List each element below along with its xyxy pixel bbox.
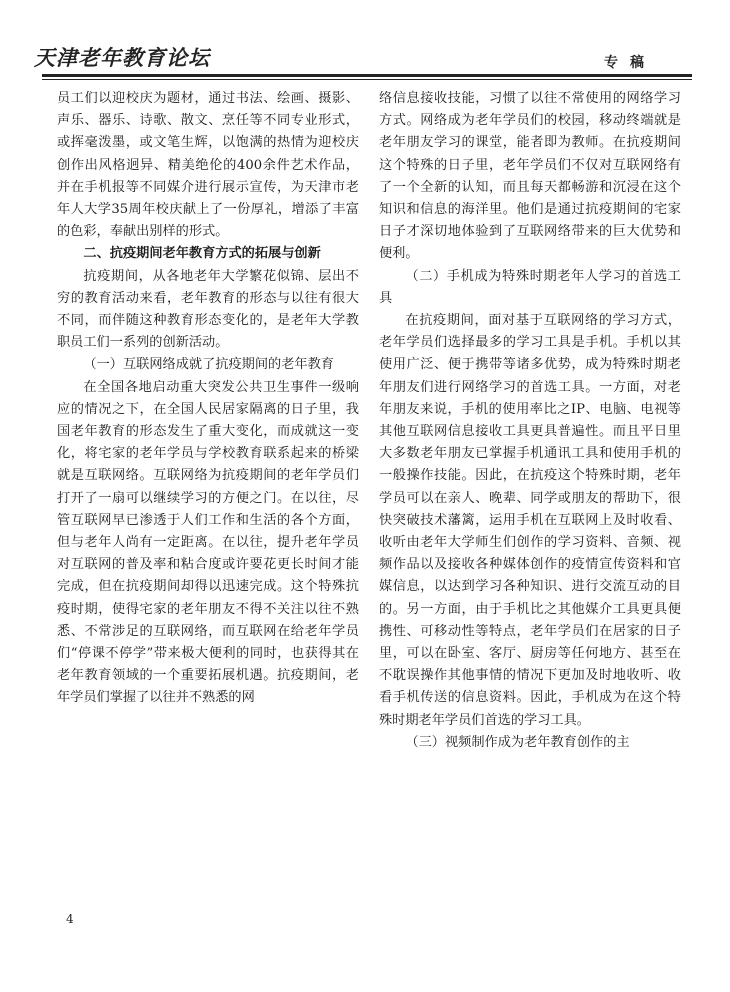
- paragraph: 员工们以迎校庆为题材，通过书法、绘画、摄影、声乐、器乐、诗歌、散文、烹任等不同专业形式，或挥毫泼墨，或文笔生辉，以饱满的热情为迎校庆创作出风格迥异、精美绝伦的400余件艺术作品，并在手机报等不同媒介进行展示宣传，为天津市老年人大学35周年校庆献上了一份厚礼，增添了丰富的色彩，奉献出别样的形式。: [57, 91, 359, 240]
- journal-title-logo: 天津老年教育论坛: [34, 45, 210, 70]
- header-rule-thick: [42, 74, 692, 77]
- left-column: [57, 88, 359, 710]
- subsection-heading: （一）互联网络成就了抗疫期间的老年教育: [83, 357, 334, 373]
- subsection-heading: （二）手机成为特殊时期老年人学习的首选工具: [379, 268, 681, 306]
- section-label: 专稿: [604, 55, 656, 71]
- subsection-heading: （三）视频制作成为老年教育创作的主: [405, 734, 630, 750]
- header-rule-thin: [42, 79, 692, 80]
- page-number: 4: [66, 912, 74, 926]
- paragraph: 在抗疫期间，面对基于互联网络的学习方式，老年学员们选择最多的学习工具是手机。手机以其使用广泛、便于携带等诸多优势，成为特殊时期老年朋友们进行网络学习的首选工具。一方面，对老年朋友来说，手机的使用率比之IP、电脑、电视等其他互联网信息接收工具更具普遍性。而且平日里大多数老年朋友已掌握手机通讯工具和使用手机的一般操作技能。因此，在抗疫这个特殊时期，老年学员可以在亲人、晚辈、同学或朋友的帮助下，很快突破技术藩篱，运用手机在互联网上及时收看、收听由老年大学师生们创作的学习资料、音频、视频作品以及接收各种媒体创作的疫情宣传资料和官媒信息，以达到学习各种知识、进行交流互动的目的。另一方面，由于手机比之其他媒介工具更具便携性、可移动性等特点，老年学员们在居家的日子里，可以在卧室、客厅、厨房等任何地方、甚至在不耽误操作其他事情的情况下更加及时地收听、收看手机传送的信息资料。因此，手机成为在这个特殊时期老年学员们首选的学习工具。: [379, 313, 681, 728]
- right-column: [379, 88, 681, 754]
- page-header: [0, 0, 730, 84]
- paragraph: 络信息接收技能，习惯了以往不常使用的网络学习方式。网络成为老年学员们的校园，移动终端就是老年朋友学习的课堂，能者即为教师。在抗疫期间这个特殊的日子里，老年学员们不仅对互联网络有了一个全新的认知，而且每天都畅游和沉浸在这个知识和信息的海洋里。他们是通过抗疫期间的宅家日子才深切地体验到了互联网络带来的巨大优势和便利。: [379, 91, 681, 262]
- paragraph: 抗疫期间，从各地老年大学繁花似锦、层出不穷的教育活动来看，老年教育的形态与以往有很大不同，而伴随这种教育形态变化的，是老年大学教职员工们一系列的创新活动。: [57, 268, 359, 351]
- paragraph: 在全国各地启动重大突发公共卫生事件一级响应的情况之下，在全国人民居家隔离的日子里，我国老年教育的形态发生了重大变化，而成就这一变化，将宅家的老年学员与学校教育联系起来的桥梁就是互联网络。互联网络为抗疫期间的老年学员们打开了一扇可以继续学习的方便之门。在以往，尽管互联网早已渗透于人们工作和生活的各个方面，但与老年人尚有一定距离。在以往，提升老年学员对互联网的普及率和粘合度或许要花更长时间才能完成，但在抗疫期间却得以迅速完成。这个特殊抗疫时期，使得宅家的老年朋友不得不关注以往不熟悉、不常涉足的互联网络，而互联网在给老年学员们“停课不停学”带来极大便利的同时，也获得其在老年教育领域的一个重要拓展机遇。抗疫期间，老年学员们掌握了以往并不熟悉的网: [57, 379, 359, 706]
- section-heading: 二、抗疫期间老年教育方式的拓展与创新: [83, 246, 321, 262]
